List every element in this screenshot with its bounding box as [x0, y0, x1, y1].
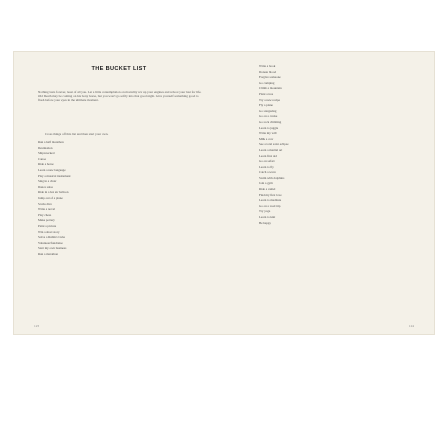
list-item: Volunteer/fundraise	[38, 240, 63, 245]
right-page	[224, 52, 434, 334]
list-item: Swim with dolphins	[259, 175, 285, 180]
list-item: Learn first aid	[259, 153, 277, 158]
list-item: Plant a tree	[259, 91, 274, 96]
list-item: Ride in a hot air balloon	[38, 190, 69, 195]
list-item: Win a short story	[38, 229, 60, 234]
list-item: Ride a camel	[259, 187, 276, 192]
list-item: Jump out of a plane	[38, 195, 63, 200]
list-item: Go camping	[259, 80, 275, 85]
list-item: Go rock climbing	[259, 119, 282, 124]
list-item: Find my first love	[259, 192, 282, 197]
list-item: Go on a road trip	[259, 203, 281, 208]
list-item: Learn to fly	[259, 164, 274, 169]
book-spread	[14, 52, 434, 334]
list-item: Sing in a choir	[38, 179, 57, 184]
list-item: Make pottery	[38, 218, 55, 223]
bucket-list-left	[38, 140, 71, 257]
list-item: Shipwrecked	[38, 151, 55, 156]
list-item: Ride a horse	[38, 162, 54, 167]
list-item: Be happy	[259, 220, 271, 225]
list-item: Start my own business	[38, 246, 67, 251]
list-item: Fly a plane	[259, 103, 273, 108]
list-item: Play chess	[38, 212, 52, 217]
page-title: THE BUCKET LIST	[91, 66, 147, 72]
list-item: Run a marathon	[38, 251, 59, 256]
list-item: Learn a martial art	[259, 147, 283, 152]
list-item: Forgive someone	[259, 75, 281, 80]
list-item: Run a half marathon	[38, 140, 64, 144]
page-number-left: 123	[34, 324, 40, 328]
list-item: Solve a Rubik's Cube	[38, 235, 65, 240]
list-item: Paint a picture	[38, 223, 57, 228]
list-item: Learn to juggle	[259, 125, 279, 130]
list-item: Scuba dive	[38, 201, 52, 206]
list-item: Play a musical instrument	[38, 173, 71, 178]
intro-closing-line: Cross things off this list and then start your own.	[45, 132, 109, 136]
list-item: Milk a cow	[259, 136, 274, 141]
list-item: Try a new recipe	[259, 97, 281, 102]
left-page	[14, 52, 224, 334]
list-item: Go stargazing	[259, 108, 277, 113]
list-item: Write my will	[259, 131, 277, 136]
list-item: Donate blood	[259, 69, 277, 74]
list-item: Learn to knit	[259, 215, 276, 220]
list-item: Join a gym	[259, 181, 273, 186]
list-item: Go on safari	[259, 159, 275, 164]
list-item: Try yoga	[259, 209, 271, 214]
page-number-right: 124	[408, 324, 414, 328]
list-item: Catch a wave	[259, 170, 276, 175]
list-item: Write a novel	[38, 207, 55, 212]
list-item: Learn to meditate	[259, 198, 282, 203]
bucket-list-right	[259, 64, 288, 226]
intro-paragraph: Nothing lasts forever, least of all you. Let a little contemplation on mortality rev up your engines and reboot your lust for life. Old Death may be coming on his bony horse, but you won't go softly into that good night. Give yourself something good to flash before your eyes in the ultimate moment.	[38, 90, 202, 103]
list-item: Write a book	[259, 64, 276, 68]
list-item: Canoe	[38, 156, 47, 161]
list-item: See a total solar eclipse	[259, 142, 289, 147]
list-item: Go on a cruise	[259, 114, 278, 119]
list-item: Destination	[38, 145, 53, 150]
list-item: Dance salsa	[38, 184, 53, 189]
list-item: Climb a mountain	[259, 86, 282, 91]
list-item: Learn a new language	[38, 167, 66, 172]
